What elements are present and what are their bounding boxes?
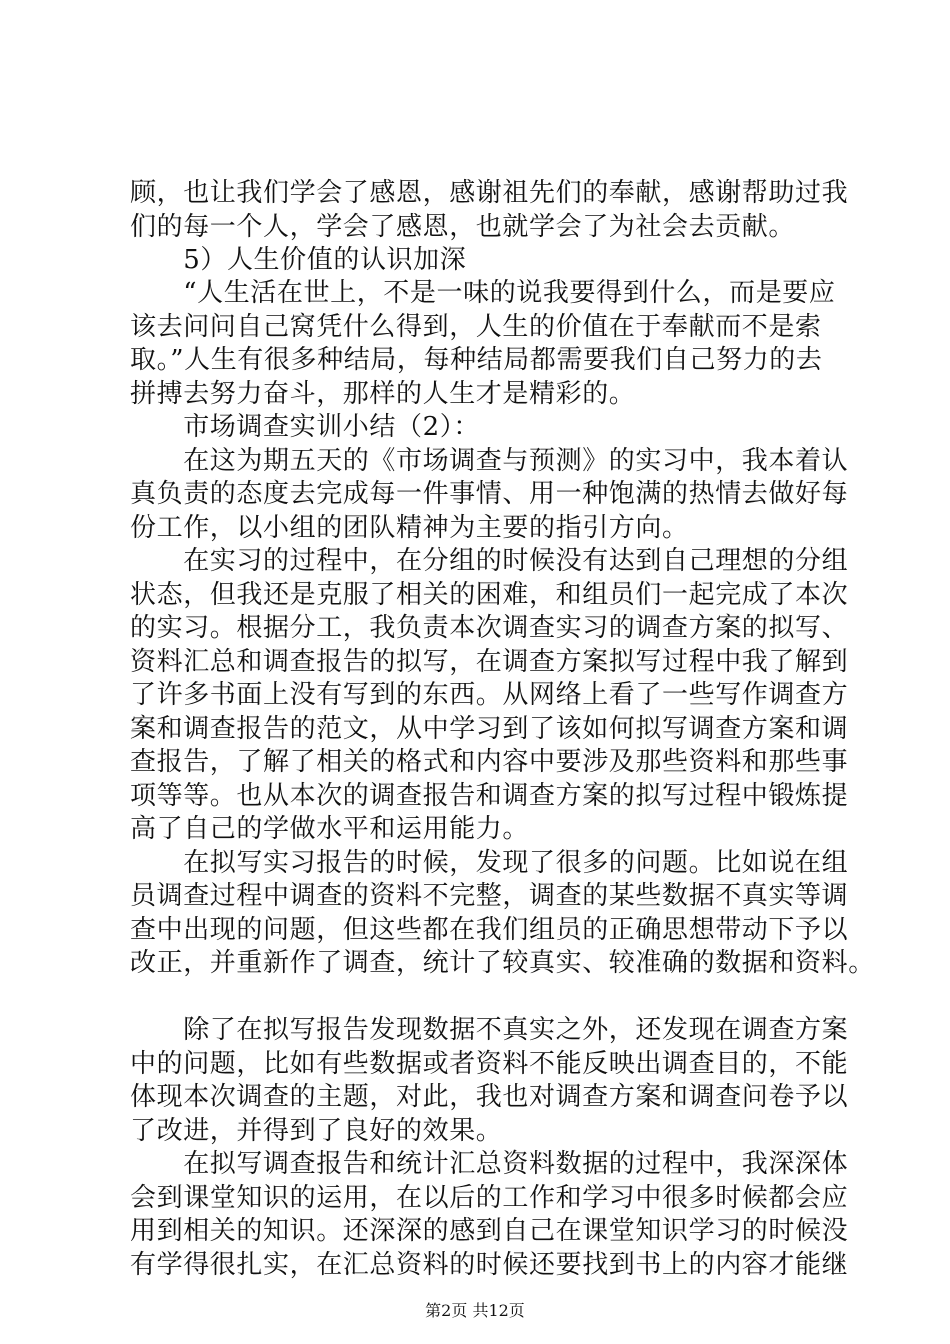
body-line: 们的每一个人，学会了感恩，也就学会了为社会去贡献。 <box>130 212 796 242</box>
body-line: 取。”人生有很多种结局，每种结局都需要我们自己努力的去 <box>130 345 823 375</box>
body-line: 份工作，以小组的团队精神为主要的指引方向。 <box>130 513 689 543</box>
body-line: 查中出现的问题，但这些都在我们组员的正确思想带动下予以 <box>130 915 849 945</box>
body-line: 在拟写实习报告的时候，发现了很多的问题。比如说在组 <box>130 848 849 878</box>
body-line: 该去问问自己窝凭什么得到，人生的价值在于奉献而不是索 <box>130 312 822 342</box>
body-line: 真负责的态度去完成每一件事情、用一种饱满的热情去做好每 <box>130 479 849 509</box>
body-line: 中的问题，比如有些数据或者资料不能反映出调查目的，不能 <box>130 1049 849 1079</box>
body-line: 在拟写调查报告和统计汇总资料数据的过程中，我深深体 <box>130 1149 849 1179</box>
body-line: 员调查过程中调查的资料不完整，调查的某些数据不真实等调 <box>130 881 849 911</box>
body-line: 状态，但我还是克服了相关的困难，和组员们一起完成了本次 <box>130 580 849 610</box>
body-line: 会到课堂知识的运用，在以后的工作和学习中很多时候都会应 <box>130 1183 849 1213</box>
body-line: “人生活在世上，不是一味的说我要得到什么，而是要应 <box>130 278 836 308</box>
section-heading: 5）人生价值的认识加深 <box>130 245 467 275</box>
body-line: 查报告，了解了相关的格式和内容中要涉及那些资料和那些事 <box>130 747 849 777</box>
body-line: 案和调查报告的范文，从中学习到了该如何拟写调查方案和调 <box>130 714 849 744</box>
body-line: 顾，也让我们学会了感恩，感谢祖先们的奉献，感谢帮助过我 <box>130 178 849 208</box>
body-line: 资料汇总和调查报告的拟写，在调查方案拟写过程中我了解到 <box>130 647 849 677</box>
body-line: 拼搏去努力奋斗，那样的人生才是精彩的。 <box>130 379 636 409</box>
body-line: 改正，并重新作了调查，统计了较真实、较准确的数据和资料。 <box>130 948 875 978</box>
body-line: 体现本次调查的主题，对此，我也对调查方案和调查问卷予以 <box>130 1082 849 1112</box>
body-line: 有学得很扎实，在汇总资料的时候还要找到书上的内容才能继 <box>130 1250 849 1280</box>
body-line: 除了在拟写报告发现数据不真实之外，还发现在调查方案 <box>130 1015 849 1045</box>
body-line: 了改进，并得到了良好的效果。 <box>130 1116 503 1146</box>
body-line: 的实习。根据分工，我负责本次调查实习的调查方案的拟写、 <box>130 613 849 643</box>
body-line: 在实习的过程中，在分组的时候没有达到自己理想的分组 <box>130 546 849 576</box>
body-line: 用到相关的知识。还深深的感到自己在课堂知识学习的时候没 <box>130 1216 849 1246</box>
body-line: 项等等。也从本次的调查报告和调查方案的拟写过程中锻炼提 <box>130 781 849 811</box>
page-number-footer: 第2页 共12页 <box>425 1301 525 1320</box>
body-line: 了许多书面上没有写到的东西。从网络上看了一些写作调查方 <box>130 680 849 710</box>
body-line: 高了自己的学做水平和运用能力。 <box>130 814 530 844</box>
section-heading: 市场调查实训小结（2）： <box>130 412 480 442</box>
body-line: 在这为期五天的《市场调查与预测》的实习中，我本着认 <box>130 446 849 476</box>
